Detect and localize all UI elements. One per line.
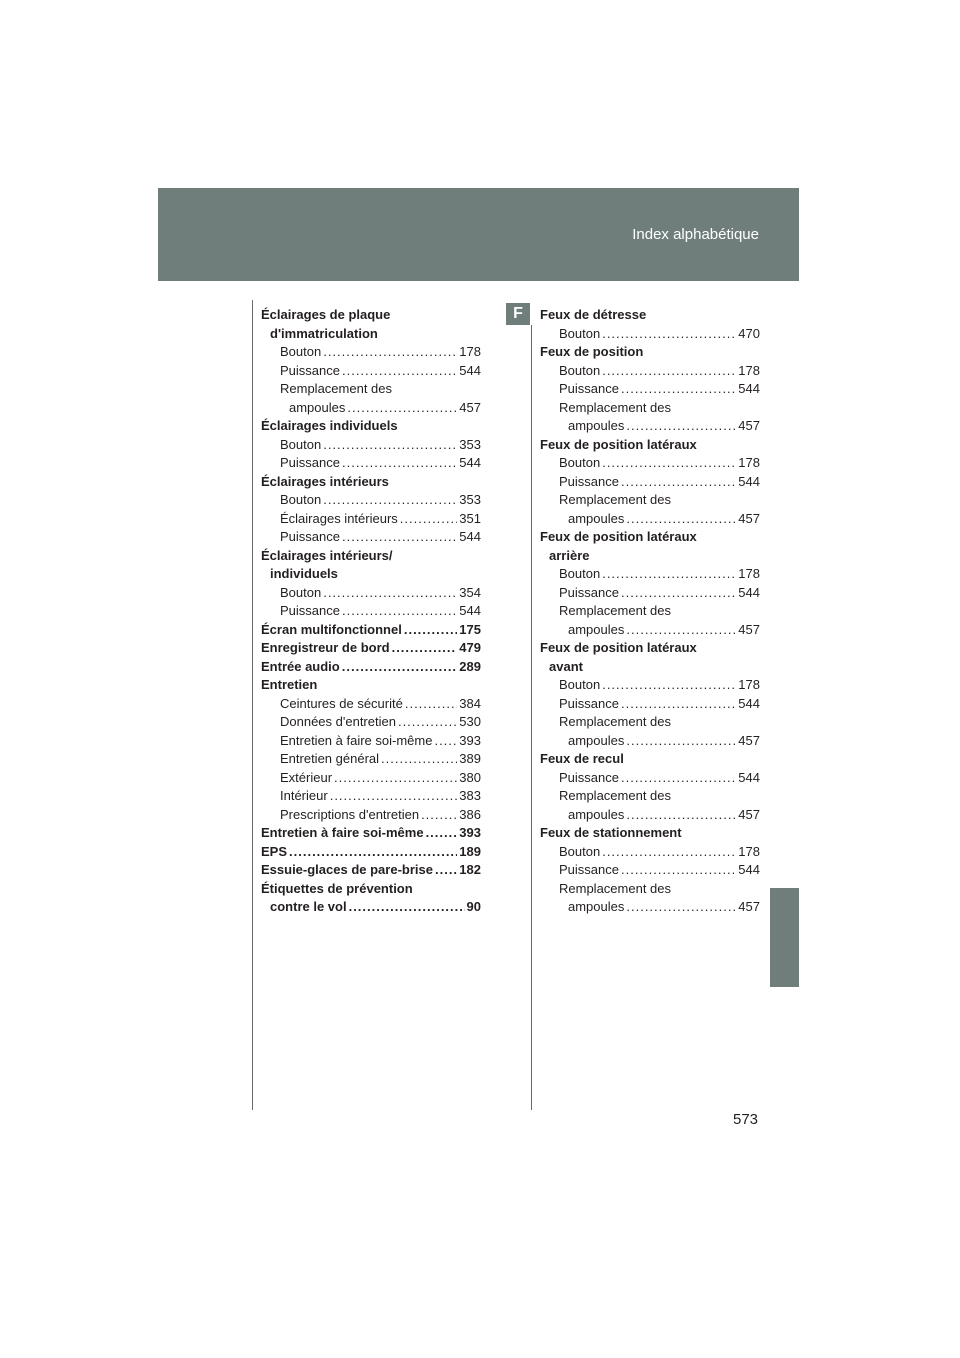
entry-label: Bouton <box>559 843 601 859</box>
entry-label: ampoules <box>568 418 625 433</box>
entry-page-ref: 90 <box>466 899 481 914</box>
index-subentry <box>261 584 481 603</box>
leader-dots <box>342 528 457 547</box>
entry-page-ref: 175 <box>459 621 481 637</box>
index-subentry <box>261 510 481 529</box>
index-column-right <box>540 306 760 917</box>
index-heading <box>540 436 760 455</box>
heading-text: Feux de détresse <box>540 307 647 322</box>
leader-dots <box>381 750 457 769</box>
heading-text: arrière <box>549 547 590 563</box>
entry-page-ref: 178 <box>738 677 760 692</box>
entry-page-ref: 178 <box>738 455 760 470</box>
entry-page-ref: 178 <box>738 362 760 378</box>
leader-dots <box>602 454 736 473</box>
heading-text: Éclairages individuels <box>261 418 398 433</box>
leader-dots <box>626 621 736 640</box>
entry-label: Bouton <box>280 584 322 600</box>
index-heading-continued <box>261 325 481 344</box>
entry-label: Bouton <box>559 455 601 470</box>
index-subentry <box>261 713 481 732</box>
index-heading <box>261 473 481 492</box>
index-heading <box>540 343 760 362</box>
entry-label: ampoules <box>568 806 625 822</box>
entry-page-ref: 544 <box>459 529 481 544</box>
leader-dots <box>626 417 736 436</box>
entry-label: Entretien général <box>280 751 380 766</box>
index-subentry <box>261 695 481 714</box>
index-subentry <box>261 399 481 418</box>
leader-dots <box>323 584 457 603</box>
index-subentry <box>261 528 481 547</box>
entry-page-ref: 544 <box>459 455 481 470</box>
index-subentry <box>540 399 760 418</box>
heading-text: Feux de stationnement <box>540 825 682 840</box>
leader-dots <box>421 806 457 825</box>
entry-page-ref: 457 <box>738 732 760 748</box>
entry-label: Extérieur <box>280 769 333 785</box>
column-divider-left <box>252 300 253 1110</box>
index-heading <box>261 547 481 566</box>
entry-page-ref: 530 <box>459 714 481 729</box>
heading-text: Feux de position latéraux <box>540 436 697 452</box>
index-heading-entry <box>261 639 481 658</box>
heading-text: Éclairages intérieurs <box>261 473 389 489</box>
heading-text: d'immatriculation <box>270 325 378 341</box>
entry-label: Bouton <box>559 566 601 581</box>
entry-page-ref: 544 <box>738 473 760 489</box>
entry-label: Puissance <box>280 455 340 470</box>
leader-dots <box>342 362 457 381</box>
section-side-tab <box>770 888 799 987</box>
leader-dots <box>330 787 458 806</box>
index-subentry <box>261 343 481 362</box>
index-subentry <box>540 621 760 640</box>
column-divider-middle <box>531 325 532 1110</box>
entry-label: ampoules <box>568 732 625 748</box>
entry-label: Puissance <box>559 862 619 877</box>
leader-dots <box>626 806 736 825</box>
index-heading <box>540 528 760 547</box>
index-subentry <box>261 732 481 751</box>
heading-text: Éclairages de plaque <box>261 307 391 322</box>
index-heading-entry <box>261 824 481 843</box>
entry-label: Puissance <box>280 603 340 618</box>
index-heading <box>540 639 760 658</box>
entry-page-ref: 544 <box>459 362 481 378</box>
entry-label: Bouton <box>280 492 322 507</box>
entry-page-ref: 479 <box>459 640 481 655</box>
index-subentry <box>540 325 760 344</box>
entry-label: Enregistreur de bord <box>261 640 390 655</box>
entry-label: Bouton <box>559 677 601 692</box>
index-subentry <box>540 732 760 751</box>
entry-label: Prescriptions d'entretien <box>280 806 420 822</box>
index-subentry <box>540 676 760 695</box>
leader-dots <box>349 898 465 917</box>
index-subentry <box>540 584 760 603</box>
heading-text: avant <box>549 658 583 674</box>
index-subentry <box>540 491 760 510</box>
leader-dots <box>342 454 457 473</box>
index-subentry <box>261 436 481 455</box>
heading-text: Entretien <box>261 677 318 692</box>
leader-dots <box>347 399 457 418</box>
entry-label: Puissance <box>280 529 340 544</box>
entry-label: ampoules <box>568 899 625 914</box>
entry-label: Bouton <box>280 436 322 452</box>
leader-dots <box>626 510 736 529</box>
index-subentry <box>261 454 481 473</box>
entry-page-ref: 383 <box>459 788 481 803</box>
leader-dots <box>435 861 457 880</box>
index-subentry <box>261 602 481 621</box>
leader-dots <box>434 732 457 751</box>
leader-dots <box>621 380 736 399</box>
header-band <box>158 188 799 281</box>
entry-page-ref: 470 <box>738 325 760 341</box>
heading-text: individuels <box>270 566 338 581</box>
index-heading-entry <box>261 898 481 917</box>
index-heading-continued <box>540 658 760 677</box>
entry-page-ref: 386 <box>459 806 481 822</box>
entry-label: Bouton <box>559 362 601 378</box>
index-column-left <box>261 306 481 917</box>
leader-dots <box>334 769 457 788</box>
leader-dots <box>323 491 457 510</box>
entry-label: Écran multifonctionnel <box>261 621 402 637</box>
leader-dots <box>342 658 458 677</box>
leader-dots <box>400 510 458 529</box>
entry-page-ref: 351 <box>459 510 481 526</box>
leader-dots <box>626 898 736 917</box>
entry-page-ref: 393 <box>459 732 481 748</box>
index-subentry <box>540 510 760 529</box>
index-subentry <box>540 843 760 862</box>
entry-label: Puissance <box>559 381 619 396</box>
index-subentry <box>540 787 760 806</box>
subentry-text: Remplacement des <box>559 603 671 618</box>
leader-dots <box>602 565 736 584</box>
entry-page-ref: 380 <box>459 769 481 785</box>
entry-page-ref: 353 <box>459 436 481 452</box>
index-subentry <box>540 454 760 473</box>
heading-text: Éclairages intérieurs/ <box>261 547 393 563</box>
index-subentry <box>540 417 760 436</box>
subentry-text: Remplacement des <box>559 714 671 729</box>
leader-dots <box>602 843 736 862</box>
entry-page-ref: 544 <box>738 381 760 396</box>
entry-label: Intérieur <box>280 788 328 803</box>
entry-label: Puissance <box>559 695 619 711</box>
entry-label: ampoules <box>289 399 346 415</box>
leader-dots <box>602 676 736 695</box>
index-subentry <box>540 565 760 584</box>
index-heading-continued <box>540 547 760 566</box>
index-subentry <box>540 695 760 714</box>
entry-page-ref: 544 <box>738 695 760 711</box>
entry-label: contre le vol <box>270 899 347 914</box>
leader-dots <box>621 861 736 880</box>
subentry-text: Remplacement des <box>559 399 671 415</box>
index-subentry <box>261 806 481 825</box>
leader-dots <box>323 343 457 362</box>
index-heading <box>261 417 481 436</box>
section-letter-tab: F <box>506 303 530 325</box>
entry-label: Puissance <box>280 362 340 378</box>
entry-label: Entretien à faire soi-même <box>280 732 433 748</box>
entry-page-ref: 182 <box>459 862 481 877</box>
entry-label: Bouton <box>559 325 601 341</box>
index-heading <box>261 676 481 695</box>
index-subentry <box>540 473 760 492</box>
leader-dots <box>404 621 457 640</box>
leader-dots <box>289 843 457 862</box>
entry-page-ref: 178 <box>738 566 760 581</box>
index-subentry <box>540 769 760 788</box>
index-heading <box>540 750 760 769</box>
leader-dots <box>342 602 457 621</box>
entry-label: ampoules <box>568 621 625 637</box>
index-heading <box>540 306 760 325</box>
leader-dots <box>621 473 736 492</box>
leader-dots <box>621 769 736 788</box>
entry-page-ref: 457 <box>738 899 760 914</box>
leader-dots <box>626 732 736 751</box>
entry-label: Essuie-glaces de pare-brise <box>261 862 433 877</box>
leader-dots <box>602 325 736 344</box>
index-subentry <box>540 713 760 732</box>
subentry-text: Remplacement des <box>559 788 671 803</box>
entry-label: Éclairages intérieurs <box>280 510 398 526</box>
entry-page-ref: 393 <box>459 825 481 840</box>
heading-text: Feux de position <box>540 344 644 359</box>
page-number: 573 <box>733 1111 759 1128</box>
leader-dots <box>426 824 458 843</box>
index-subentry <box>540 898 760 917</box>
entry-page-ref: 544 <box>738 862 760 877</box>
entry-label: Bouton <box>280 344 322 359</box>
entry-label: Ceintures de sécurité <box>280 695 403 711</box>
entry-label: ampoules <box>568 510 625 526</box>
heading-text: Étiquettes de prévention <box>261 880 413 896</box>
index-subentry <box>540 602 760 621</box>
index-subentry <box>540 806 760 825</box>
entry-page-ref: 354 <box>459 584 481 600</box>
subentry-text: Remplacement des <box>559 880 671 896</box>
entry-page-ref: 457 <box>459 399 481 415</box>
heading-text: Feux de recul <box>540 751 624 766</box>
index-heading-entry <box>261 861 481 880</box>
index-heading-entry <box>261 843 481 862</box>
entry-page-ref: 457 <box>738 806 760 822</box>
entry-label: EPS <box>261 843 288 859</box>
leader-dots <box>323 436 457 455</box>
entry-page-ref: 178 <box>459 344 481 359</box>
header-title: Index alphabétique <box>632 226 759 243</box>
entry-page-ref: 389 <box>459 751 481 766</box>
leader-dots <box>405 695 457 714</box>
index-subentry <box>261 491 481 510</box>
entry-page-ref: 544 <box>738 769 760 785</box>
heading-text: Feux de position latéraux <box>540 529 697 544</box>
entry-page-ref: 457 <box>738 510 760 526</box>
index-subentry <box>540 380 760 399</box>
index-heading <box>261 880 481 899</box>
index-heading-entry <box>261 658 481 677</box>
leader-dots <box>621 584 736 603</box>
entry-page-ref: 457 <box>738 418 760 433</box>
entry-label: Entrée audio <box>261 658 340 674</box>
leader-dots <box>621 695 736 714</box>
entry-page-ref: 384 <box>459 695 481 711</box>
subentry-text: Remplacement des <box>280 381 392 396</box>
index-subentry <box>261 769 481 788</box>
index-subentry <box>261 787 481 806</box>
index-subentry <box>261 362 481 381</box>
entry-page-ref: 289 <box>459 658 481 674</box>
entry-page-ref: 178 <box>738 843 760 859</box>
entry-page-ref: 544 <box>459 603 481 618</box>
index-subentry <box>261 380 481 399</box>
entry-page-ref: 544 <box>738 584 760 600</box>
index-heading-entry <box>261 621 481 640</box>
subentry-text: Remplacement des <box>559 492 671 507</box>
leader-dots <box>392 639 458 658</box>
entry-label: Puissance <box>559 473 619 489</box>
index-subentry <box>540 362 760 381</box>
index-subentry <box>261 750 481 769</box>
entry-page-ref: 457 <box>738 621 760 637</box>
index-heading-continued <box>261 565 481 584</box>
index-heading <box>540 824 760 843</box>
entry-label: Entretien à faire soi-même <box>261 825 424 840</box>
entry-label: Puissance <box>559 584 619 600</box>
index-heading <box>261 306 481 325</box>
leader-dots <box>398 713 457 732</box>
index-subentry <box>540 880 760 899</box>
entry-label: Données d'entretien <box>280 714 396 729</box>
entry-label: Puissance <box>559 769 619 785</box>
index-subentry <box>540 861 760 880</box>
heading-text: Feux de position latéraux <box>540 640 697 655</box>
entry-page-ref: 189 <box>459 843 481 859</box>
leader-dots <box>602 362 736 381</box>
entry-page-ref: 353 <box>459 492 481 507</box>
